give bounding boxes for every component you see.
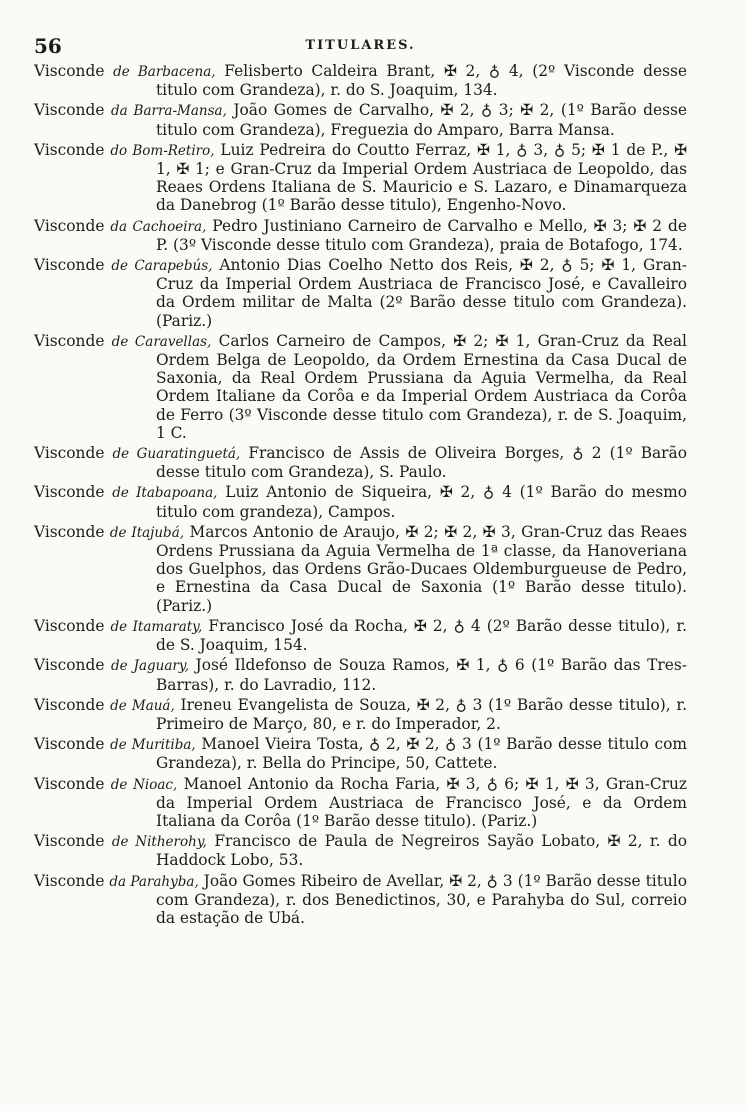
entry-text: Manoel Vieira Tosta, ♁ 2, ✠ 2, ♁ 3 (1º Barão desse titulo com Grandeza), r. Bella do Principe, 50, Cattete.	[156, 735, 687, 773]
entry-list	[34, 62, 687, 927]
entry-text: Carlos Carneiro de Campos, ✠ 2; ✠ 1, Gran-Cruz da Real Ordem Belga de Leopoldo, da Ordem Ernestina da Casa Ducal de Saxonia, da Real Ordem Prussiana da Aguia Vermelha, da Real Ordem Italiane da Corôa e da Imperial Ordem Austriaca da Corôa de Ferro (3º Visconde desse titulo com Grandeza), r. de S. Joaquim, 1 C.	[156, 331, 687, 442]
entry-text: Francisco José da Rocha, ✠ 2, ♁ 4 (2º Barão desse titulo), r. de S. Joaquim, 154.	[156, 616, 687, 655]
entry-text: José Ildefonso de Souza Ramos, ✠ 1, ♁ 6 (1º Barão das Tres-Barras), r. do Lavradio, 112.	[156, 656, 687, 694]
entry-title: da Parahyba,	[109, 873, 199, 890]
entry-text: Pedro Justiniano Carneiro de Carvalho e Mello, ✠ 3; ✠ 2 de P. (3º Visconde desse titulo com Grandeza), praia de Botafogo, 174.	[156, 216, 687, 254]
entry-text: Manoel Antonio da Rocha Faria, ✠ 3, ♁ 6; ✠ 1, ✠ 3, Gran-Cruz da Imperial Ordem Austriaca de Francisco José, e da Ordem Italiana da Corôa (1º Barão desse titulo). (Pariz.)	[156, 774, 687, 830]
list-item: Visconde de Nioac, Manoel Antonio da Rocha Faria, ✠ 3, ♁ 6; ✠ 1, ✠ 3, Gran-Cruz da Imperial Ordem Austriaca de Francisco José, e da Ordem Italiana da Corôa (1º Barão desse titulo). (Pariz.)	[34, 774, 687, 830]
entry-title: de Barbacena,	[113, 64, 216, 80]
entry-title: de Nioac,	[110, 776, 178, 793]
entry-text: Ireneu Evangelista de Souza, ✠ 2, ♁ 3 (1º Barão desse titulo), r. Primeiro de Março, 80, e r. do Imperador, 2.	[156, 695, 687, 733]
entry-title: de Muritiba,	[110, 737, 196, 754]
list-item: Visconde de Itajubá, Marcos Antonio de Araujo, ✠ 2; ✠ 2, ✠ 3, Gran-Cruz das Reaes Ordens Prussiana da Aguia Vermelha de 1ª classe, da Hanoveriana dos Guelphos, das Ordens Grão-Ducaes Oldemburgueuse de Pedro, e Ernestina da Casa Ducal de Saxonia (1º Barão desse titulo). (Pariz.)	[34, 522, 687, 615]
entry-text: Antonio Dias Coelho Netto dos Reis, ✠ 2, ♁ 5; ✠ 1, Gran-Cruz da Imperial Ordem Austriaca de Francisco José, e Cavalleiro da Ordem militar de Malta (2º Barão desse titulo com Grandeza). (Pariz.)	[156, 256, 687, 330]
entry-text: Marcos Antonio de Araujo, ✠ 2; ✠ 2, ✠ 3, Gran-Cruz das Reaes Ordens Prussiana da Aguia Vermelha de 1ª classe, da Hanoveriana dos Guelphos, das Ordens Grão-Ducaes Oldemburgueuse de Pedro, e Ernestina da Casa Ducal de Saxonia (1º Barão desse titulo). (Pariz.)	[156, 522, 687, 615]
list-item: Visconde do Bom-Retiro, Luiz Pedreira do Coutto Ferraz, ✠ 1, ♁ 3, ♁ 5; ✠ 1 de P., ✠ 1, ✠ 1; e Gran-Cruz da Imperial Ordem Austriaca de Leopoldo, das Reaes Ordens Italiana de S. Mauricio e S. Lazaro, e Dinamarqueza da Danebrog (1º Barão desse titulo), Engenho-Novo.	[34, 140, 687, 215]
entry-text: Francisco de Paula de Negreiros Sayão Lobato, ✠ 2, r. do Haddock Lobo, 53.	[156, 832, 688, 870]
list-item: Visconde de Caravellas, Carlos Carneiro de Campos, ✠ 2; ✠ 1, Gran-Cruz da Real Ordem Belga de Leopoldo, da Ordem Ernestina da Casa Ducal de Saxonia, da Real Ordem Prussiana da Aguia Vermelha, da Real Ordem Italiane da Corôa e da Imperial Ordem Austriaca da Corôa de Ferro (3º Visconde desse titulo com Grandeza), r. de S. Joaquim, 1 C.	[34, 331, 687, 442]
list-item: Visconde de Carapebús, Antonio Dias Coelho Netto dos Reis, ✠ 2, ♁ 5; ✠ 1, Gran-Cruz da Imperial Ordem Austriaca de Francisco José, e Cavalleiro da Ordem militar de Malta (2º Barão desse titulo com Grandeza). (Pariz.)	[34, 256, 687, 330]
entry-text: Luiz Antonio de Siqueira, ✠ 2, ♁ 4 (1º Barão do mesmo titulo com grandeza), Campos.	[156, 483, 687, 521]
page-header	[34, 34, 687, 62]
page-number: 56	[34, 34, 62, 58]
entry-title: de Carapebús,	[111, 258, 213, 275]
entry-title: de Caravellas,	[111, 333, 212, 350]
entry-text: Luiz Pedreira do Coutto Ferraz, ✠ 1, ♁ 3, ♁ 5; ✠ 1 de P., ✠ 1, ✠ 1; e Gran-Cruz da Imperial Ordem Austriaca de Leopoldo, das Reaes Ordens Italiana de S. Mauricio e S. Lazaro, e Dinamarqueza da Danebrog (1º Barão desse titulo), Engenho-Novo.	[156, 140, 687, 215]
list-item: Visconde de Jaguary, José Ildefonso de Souza Ramos, ✠ 1, ♁ 6 (1º Barão das Tres-Barras), r. do Lavradio, 112.	[34, 656, 687, 694]
entry-title: de Itabapoana,	[112, 485, 218, 502]
entry-text: Felisberto Caldeira Brant, ✠ 2, ♁ 4, (2º Visconde desse titulo com Grandeza), r. do S. Joaquim, 134.	[156, 62, 687, 100]
entry-text: Francisco de Assis de Oliveira Borges, ♁ 2 (1º Barão desse titulo com Grandeza), S. Paulo.	[156, 444, 687, 482]
list-item: Visconde da Barra-Mansa, João Gomes de Carvalho, ✠ 2, ♁ 3; ✠ 2, (1º Barão desse titulo com Grandeza), Freguezia do Amparo, Barra Mansa.	[34, 101, 687, 139]
entry-title: de Jaguary,	[110, 658, 189, 675]
list-item: Visconde de Muritiba, Manoel Vieira Tosta, ♁ 2, ✠ 2, ♁ 3 (1º Barão desse titulo com Grandeza), r. Bella do Principe, 50, Cattete.	[34, 735, 687, 773]
entry-text: João Gomes Ribeiro de Avellar, ✠ 2, ♁ 3 (1º Barão desse titulo com Grandeza), r. dos Benedictinos, 30, e Parahyba do Sul, correio da estação de Ubá.	[156, 871, 687, 927]
entry-title: de Nitherohy,	[111, 834, 207, 851]
entry-text: João Gomes de Carvalho, ✠ 2, ♁ 3; ✠ 2, (1º Barão desse titulo com Grandeza), Freguezia do Amparo, Barra Mansa.	[156, 101, 687, 139]
list-item: Visconde da Cachoeira, Pedro Justiniano Carneiro de Carvalho e Mello, ✠ 3; ✠ 2 de P. (3º Visconde desse titulo com Grandeza), praia de Botafogo, 174.	[34, 216, 687, 254]
entry-title: da Barra-Mansa,	[110, 103, 227, 120]
running-title: TITULARES.	[305, 38, 416, 53]
list-item: Visconde de Itamaraty, Francisco José da Rocha, ✠ 2, ♁ 4 (2º Barão desse titulo), r. de S. Joaquim, 154.	[34, 616, 687, 655]
list-item: Visconde da Parahyba, João Gomes Ribeiro de Avellar, ✠ 2, ♁ 3 (1º Barão desse titulo com Grandeza), r. dos Benedictinos, 30, e Parahyba do Sul, correio da estação de Ubá.	[34, 871, 687, 927]
list-item: Visconde de Barbacena, Felisberto Caldeira Brant, ✠ 2, ♁ 4, (2º Visconde desse titulo com Grandeza), r. do S. Joaquim, 134.	[34, 62, 687, 100]
list-item: Visconde de Mauá, Ireneu Evangelista de Souza, ✠ 2, ♁ 3 (1º Barão desse titulo), r. Primeiro de Março, 80, e r. do Imperador, 2.	[34, 695, 687, 733]
entry-title: da Cachoeira,	[110, 218, 207, 235]
list-item: Visconde de Guaratinguetá, Francisco de Assis de Oliveira Borges, ♁ 2 (1º Barão desse titulo com Grandeza), S. Paulo.	[34, 444, 687, 482]
entry-title: do Bom-Retiro,	[110, 142, 215, 159]
list-item: Visconde de Nitherohy, Francisco de Paula de Negreiros Sayão Lobato, ✠ 2, r. do Haddock Lobo, 53.	[34, 832, 688, 870]
entry-title: de Mauá,	[110, 697, 175, 714]
entry-title: de Itajubá,	[109, 524, 185, 541]
entry-title: de Guaratinguetá,	[112, 446, 241, 463]
list-item: Visconde de Itabapoana, Luiz Antonio de Siqueira, ✠ 2, ♁ 4 (1º Barão do mesmo titulo com grandeza), Campos.	[34, 483, 687, 521]
entry-title: de Itamaraty,	[110, 618, 203, 635]
